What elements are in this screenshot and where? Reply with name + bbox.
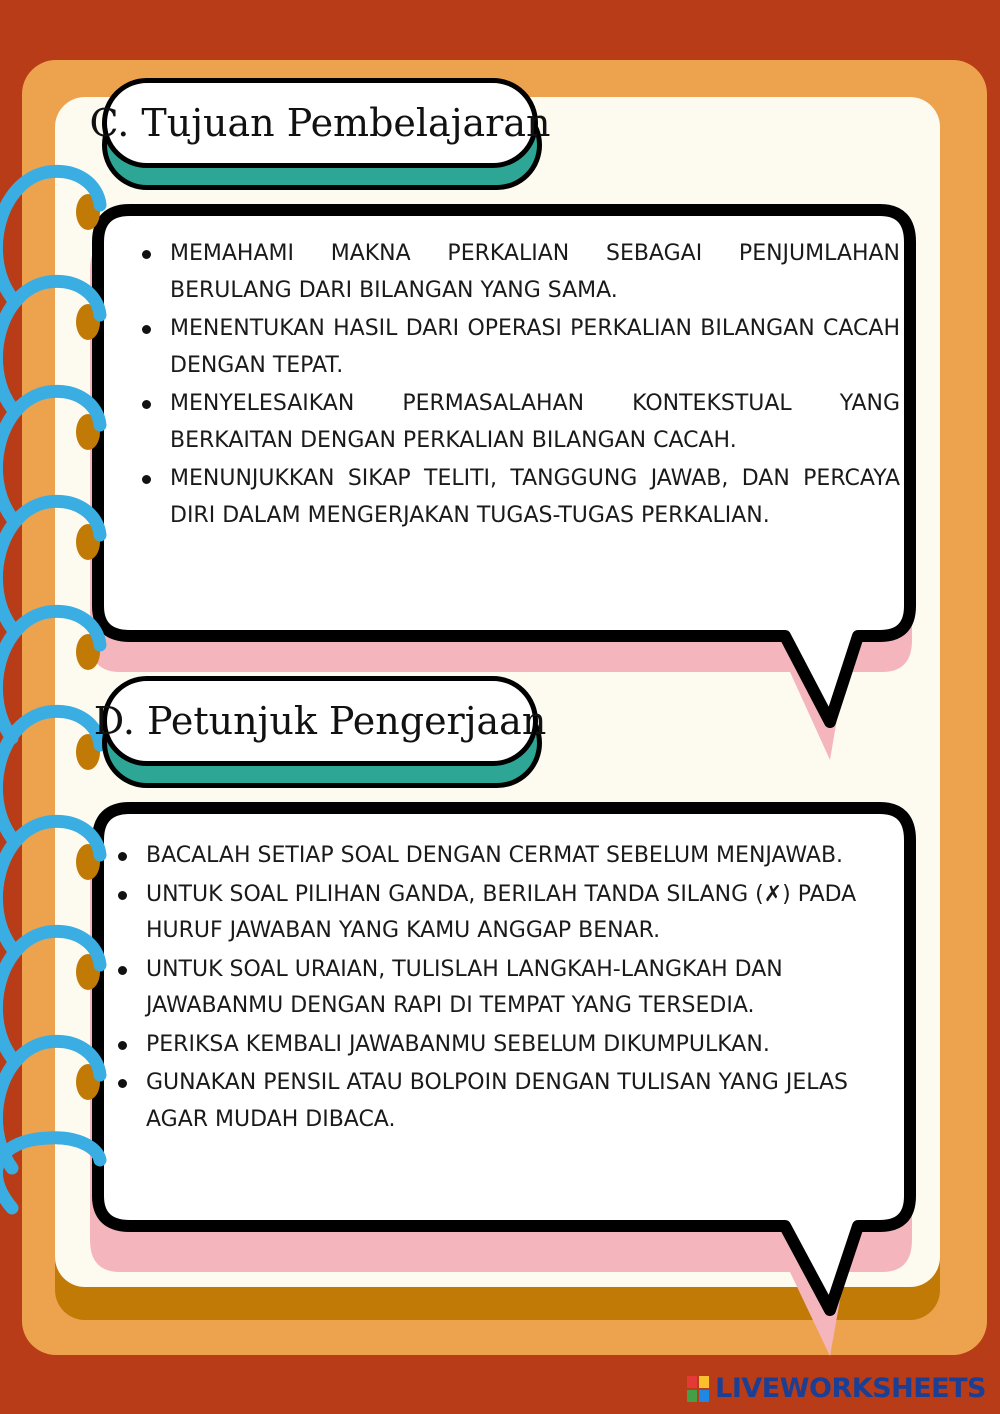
list-item: MENUNJUKKAN SIKAP TELITI, TANGGUNG JAWAB, DAN PERCAYA DIRI DALAM MENGERJAKAN TUGAS-TUGAS PERKALIAN. (170, 461, 900, 534)
watermark-text: LIVEWORKSHEETS (715, 1373, 986, 1404)
list-item: BACALAH SETIAP SOAL DENGAN CERMAT SEBELUM MENJAWAB. (146, 838, 906, 875)
section-c-title-text: C. Tujuan Pembelajaran (89, 101, 551, 145)
list-item: MENYELESAIKAN PERMASALAHAN KONTEKSTUAL YANG BERKAITAN DENGAN PERKALIAN BILANGAN CACAH. (170, 386, 900, 459)
section-d-title (93, 676, 547, 766)
liveworksheets-logo-icon (687, 1376, 709, 1402)
liveworksheets-watermark[interactable] (687, 1373, 986, 1404)
list-item: MENENTUKAN HASIL DARI OPERASI PERKALIAN BILANGAN CACAH DENGAN TEPAT. (170, 311, 900, 384)
list-item: PERIKSA KEMBALI JAWABANMU SEBELUM DIKUMPULKAN. (146, 1027, 906, 1064)
list-item: UNTUK SOAL PILIHAN GANDA, BERILAH TANDA SILANG (✗) PADA HURUF JAWABAN YANG KAMU ANGGAP BENAR. (146, 877, 906, 950)
list-item: UNTUK SOAL URAIAN, TULISLAH LANGKAH-LANGKAH DAN JAWABANMU DENGAN RAPI DI TEMPAT YANG TERSEDIA. (146, 952, 906, 1025)
list-item: MEMAHAMI MAKNA PERKALIAN SEBAGAI PENJUMLAHAN BERULANG DARI BILANGAN YANG SAMA. (170, 236, 900, 309)
learning-objectives-list (170, 236, 900, 536)
list-item: GUNAKAN PENSIL ATAU BOLPOIN DENGAN TULISAN YANG JELAS AGAR MUDAH DIBACA. (146, 1065, 906, 1138)
section-d-title-text: D. Petunjuk Pengerjaan (93, 699, 547, 743)
instructions-list (146, 838, 906, 1140)
section-c-title (89, 78, 551, 168)
